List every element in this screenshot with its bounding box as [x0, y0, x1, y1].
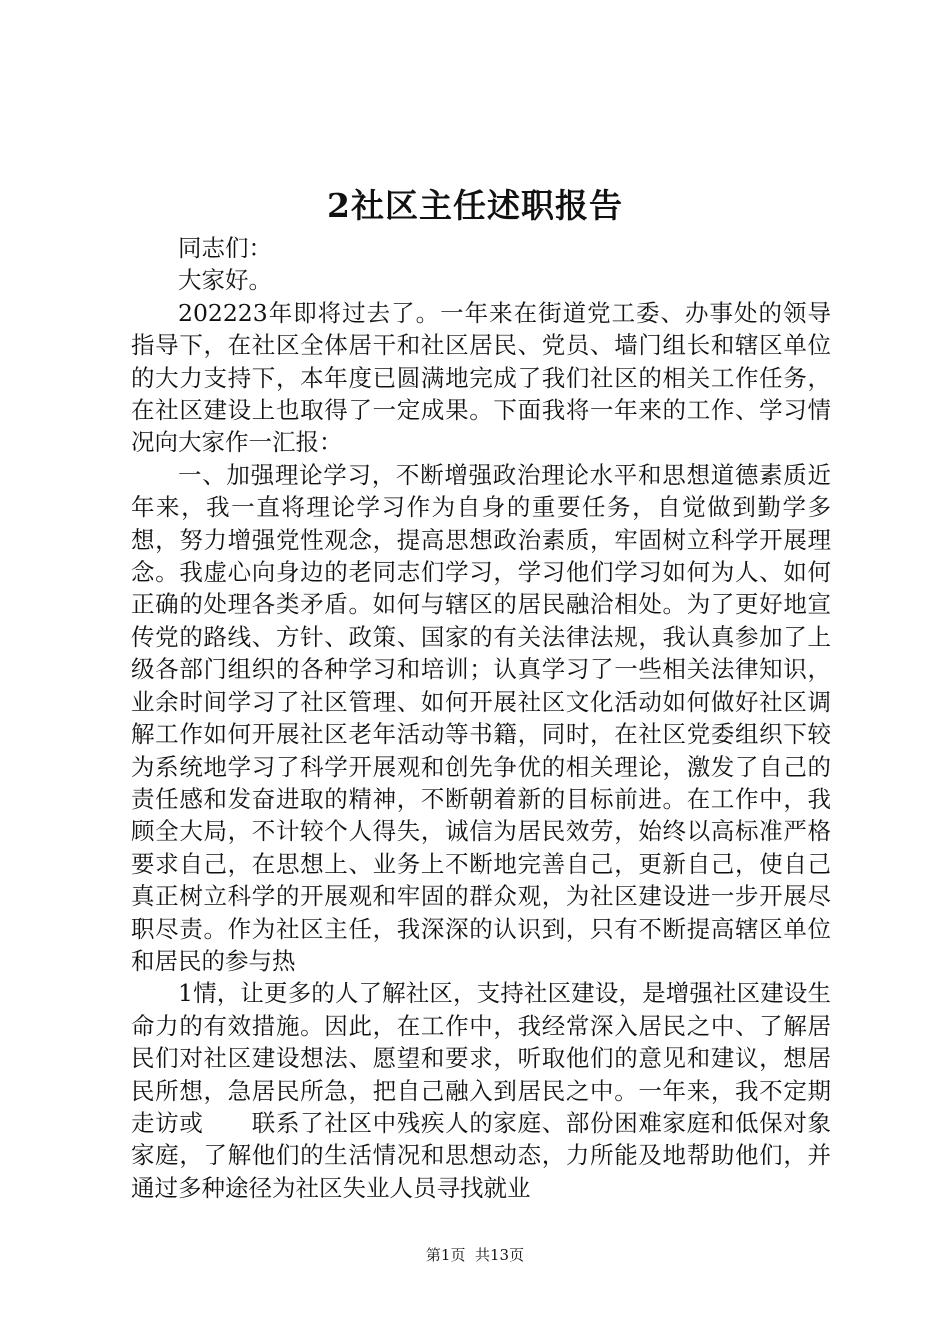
community-work-paragraph: 1情，让更多的人了解社区，支持社区建设，是增强社区建设生命力的有效措施。因此，在工作中，我经常深入居民之中、了解居民们对社区建设想法、愿望和要求，听取他们的意见和建议，想居民所想，急居民所急，把自己融入到居民之中。一年来，我不定期走访或 联系了社区中残疾人的家庭、部份困难家庭和低保对象家庭，了解他们的生活情况和思想动态，力所能及地帮助他们，并通过多种途径为社区失业人员寻找就业	[131, 979, 831, 1202]
document-title: 2社区主任述职报告	[327, 186, 623, 225]
page-number: 第1页	[425, 1246, 466, 1264]
theory-study-paragraph: 一、加强理论学习，不断增强政治理论水平和思想道德素质近年来，我一直将理论学习作为自身的重要任务，自觉做到勤学多想，努力增强党性观念，提高思想政治素质，牢固树立科学开展理念。我虚心向身边的老同志们学习，学习他们学习如何为人、如何正确的处理各类矛盾。如何与辖区的居民融洽相处。为了更好地宣传党的路线、方针、政策、国家的有关法律法规，我认真参加了上级各部门组织的各种学习和培训；认真学习了一些相关法律知识，业余时间学习了社区管理、如何开展社区文化活动如何做好社区调解工作如何开展社区老年活动等书籍，同时，在社区党委组织下较为系统地学习了科学开展观和创先争优的相关理论，激发了自己的责任感和发奋进取的精神，不断朝着新的目标前进。在工作中，我顾全大局，不计较个人得失，诚信为居民效劳，始终以高标准严格要求自己，在思想上、业务上不断地完善自己，更新自己，使自己真正树立科学的开展观和牢固的群众观，为社区建设进一步开展尽职尽责。作为社区主任，我深深的认识到，只有不断提高辖区单位和居民的参与热	[131, 460, 831, 975]
greeting-paragraph: 同志们：	[178, 234, 272, 262]
page-footer	[0, 1245, 950, 1265]
hello-paragraph: 大家好。	[178, 266, 272, 295]
page-total: 共13页	[475, 1246, 525, 1264]
footer-separator	[465, 1246, 475, 1264]
intro-paragraph: 202223年即将过去了。一年来在街道党工委、办事处的领导指导下，在社区全体居干和社区居民、党员、墙门组长和辖区单位的大力支持下，本年度已圆满地完成了我们社区的相关工作任务，在社区建设上也取得了一定成果。下面我将一年来的工作、学习情况向大家作一汇报：	[131, 298, 831, 457]
document-body	[131, 232, 831, 1204]
